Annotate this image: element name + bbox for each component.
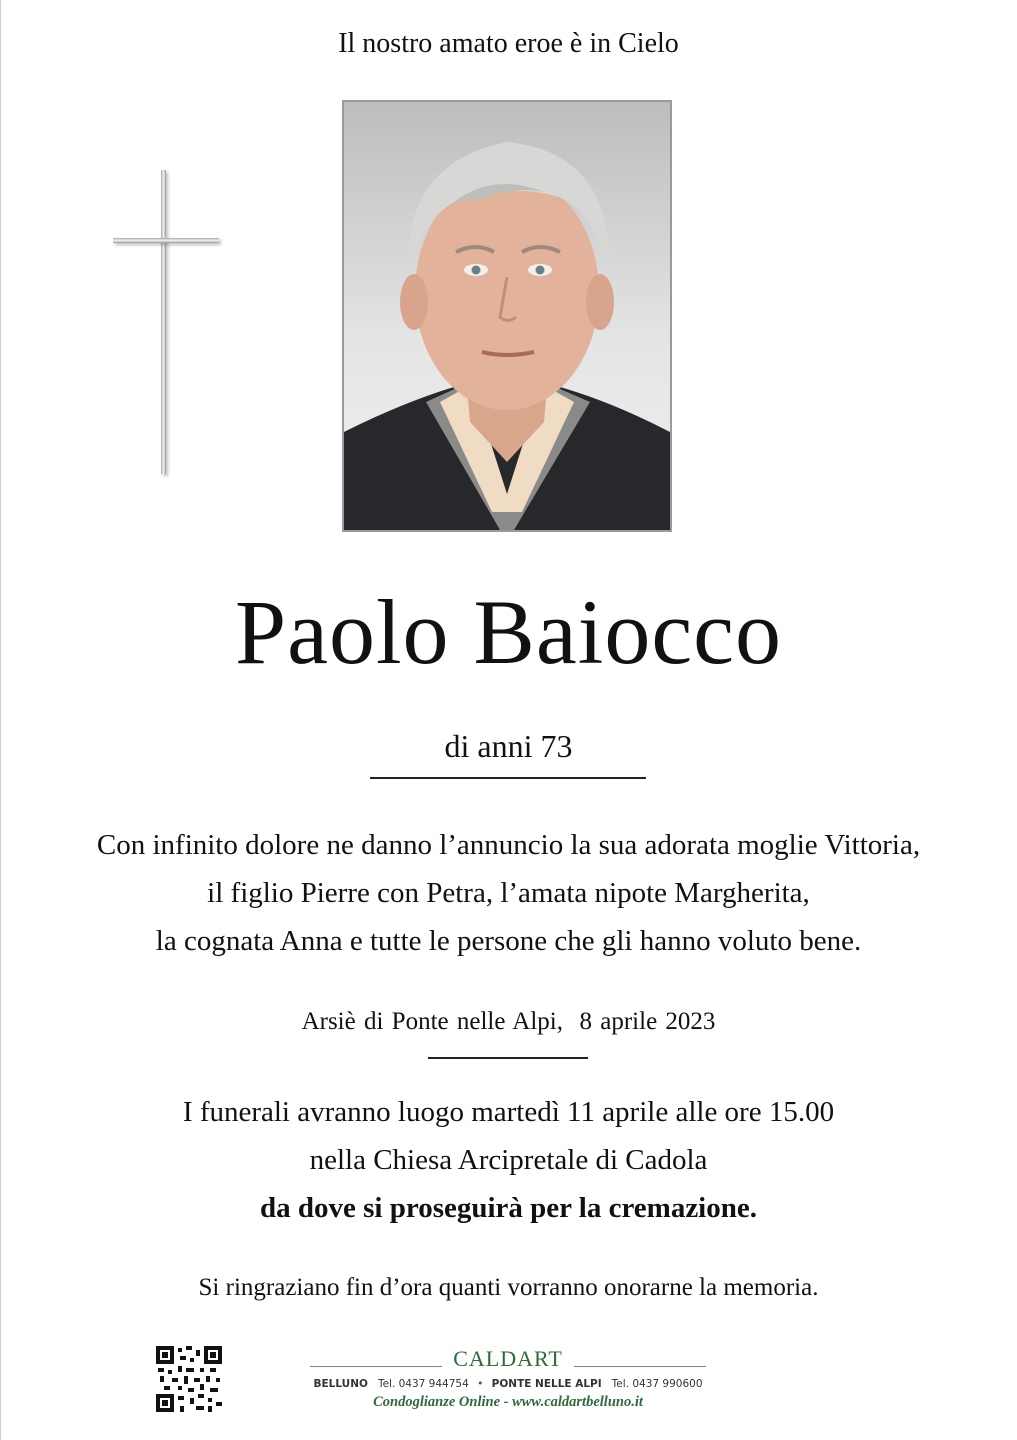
funeral-line-2: nella Chiesa Arcipretale di Cadola <box>309 1144 708 1176</box>
announcement-line-3: la cognata Anna e tutte le persone che gli hanno voluto bene. <box>155 925 862 957</box>
brand-name: CALDART <box>453 1346 563 1371</box>
cross-icon <box>110 170 222 476</box>
brand-logo <box>310 1346 706 1372</box>
qr-code-icon[interactable] <box>156 1346 222 1412</box>
office-ponte: PONTE NELLE ALPI <box>491 1378 602 1390</box>
phone-belluno[interactable]: Tel. 0437 944754 <box>377 1378 469 1390</box>
contacts <box>310 1378 706 1390</box>
funeral-line-1: I funerali avranno luogo martedì 11 aprile alle ore 15.00 <box>182 1096 835 1128</box>
separator-dot: • <box>477 1378 484 1390</box>
footer <box>310 1346 706 1411</box>
thanks-text: Si ringraziano fin d’ora quanti vorranno onorarne la memoria. <box>198 1274 819 1301</box>
office-belluno: BELLUNO <box>313 1378 368 1390</box>
age-text: di anni 73 <box>444 728 573 764</box>
header-text: Il nostro amato eroe è in Cielo <box>338 28 679 59</box>
phone-ponte[interactable]: Tel. 0437 990600 <box>611 1378 703 1390</box>
funeral-line-3: da dove si proseguirà per la cremazione. <box>260 1192 757 1224</box>
place-divider <box>428 1057 588 1059</box>
portrait-photo <box>342 100 672 532</box>
age-divider <box>370 777 646 779</box>
place-date: Arsiè di Ponte nelle Alpi, 8 aprile 2023 <box>301 1008 716 1035</box>
online-condolences-link[interactable]: Condoglianze Online - www.caldartbelluno.it <box>373 1394 643 1410</box>
deceased-name: Paolo Baiocco <box>235 581 782 683</box>
announcement-line-2: il figlio Pierre con Petra, l’amata nipote Margherita, <box>207 877 810 909</box>
announcement-line-1: Con infinito dolore ne danno l’annuncio la sua adorata moglie Vittoria, <box>96 829 921 861</box>
